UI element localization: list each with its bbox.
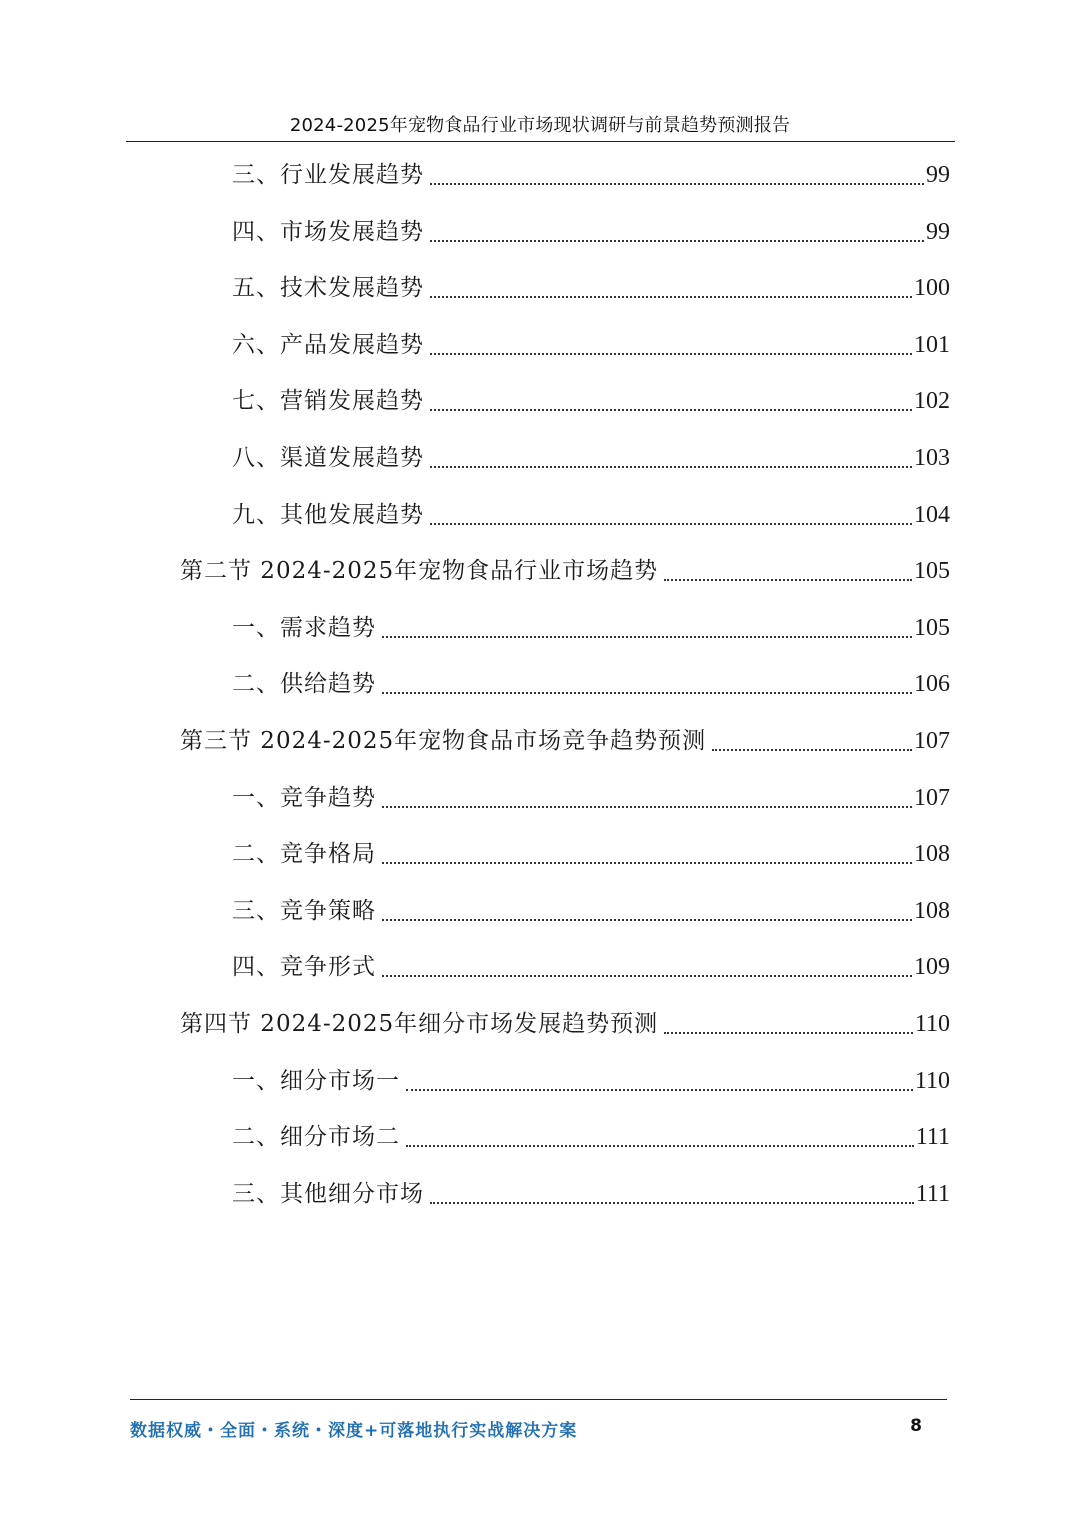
toc-dot-leader — [382, 666, 912, 694]
toc-dot-leader — [712, 723, 912, 751]
toc-dot-leader — [430, 440, 912, 468]
toc-entry[interactable] — [232, 324, 950, 360]
toc-entry[interactable] — [232, 211, 950, 247]
toc-entry-label: 四、市场发展趋势 — [232, 219, 424, 245]
toc-entry-page: 107 — [914, 728, 950, 754]
toc-entry-page: 111 — [915, 1181, 950, 1207]
toc-section-entry[interactable] — [180, 1003, 950, 1039]
toc-entry[interactable] — [232, 607, 950, 643]
toc-dot-leader — [430, 497, 912, 525]
toc-entry[interactable] — [232, 494, 950, 530]
toc-entry[interactable] — [232, 1116, 950, 1152]
toc-entry-page: 105 — [914, 615, 950, 641]
toc-entry-label: 一、细分市场一 — [232, 1068, 400, 1094]
toc-dot-leader — [664, 1006, 913, 1034]
toc-entry[interactable] — [232, 663, 950, 699]
toc-dot-leader — [382, 949, 912, 977]
toc-entry-page: 105 — [914, 558, 950, 584]
toc-dot-leader — [430, 383, 912, 411]
toc-entry-label: 七、营销发展趋势 — [232, 388, 424, 414]
toc-entry-label: 二、供给趋势 — [232, 671, 376, 697]
toc-dot-leader — [382, 836, 912, 864]
toc-dot-leader — [406, 1119, 914, 1147]
toc-entry[interactable] — [232, 267, 950, 303]
toc-entry-page: 106 — [914, 671, 950, 697]
toc-entry-page: 99 — [926, 219, 950, 245]
toc-entry[interactable] — [232, 380, 950, 416]
page-header-title: 2024-2025年宠物食品行业市场现状调研与前景趋势预测报告 — [289, 115, 791, 136]
toc-entry-page: 107 — [914, 785, 950, 811]
footer-page-number: 8 — [910, 1416, 922, 1436]
toc-entry-label: 三、行业发展趋势 — [232, 162, 424, 188]
toc-entry-page: 102 — [914, 388, 950, 414]
toc-entry-label: 六、产品发展趋势 — [232, 332, 424, 358]
toc-entry-page: 111 — [915, 1124, 950, 1150]
toc-entry-page: 108 — [914, 841, 950, 867]
toc-entry-label: 第三节 2024-2025年宠物食品市场竞争趋势预测 — [180, 728, 707, 754]
toc-entry-label: 二、细分市场二 — [232, 1124, 400, 1150]
toc-entry-label: 九、其他发展趋势 — [232, 502, 424, 528]
toc-entry-page: 99 — [926, 162, 950, 188]
toc-entry[interactable] — [232, 437, 950, 473]
toc-dot-leader — [406, 1063, 913, 1091]
toc-dot-leader — [664, 553, 912, 581]
toc-dot-leader — [430, 157, 924, 185]
toc-entry-label: 四、竞争形式 — [232, 954, 376, 980]
toc-entry[interactable] — [232, 1173, 950, 1209]
toc-dot-leader — [382, 610, 912, 638]
toc-entry-label: 一、竞争趋势 — [232, 785, 376, 811]
toc-entry-label: 八、渠道发展趋势 — [232, 445, 424, 471]
toc-dot-leader — [382, 893, 912, 921]
footer-divider — [130, 1399, 947, 1400]
toc-entry-label: 第二节 2024-2025年宠物食品行业市场趋势 — [180, 558, 659, 584]
toc-dot-leader — [430, 270, 912, 298]
toc-dot-leader — [430, 327, 912, 355]
footer-slogan: 数据权威・全面・系统・深度+可落地执行实战解决方案 — [130, 1421, 578, 1441]
toc-entry-label: 一、需求趋势 — [232, 615, 376, 641]
toc-entry[interactable] — [232, 946, 950, 982]
toc-entry[interactable] — [232, 890, 950, 926]
toc-dot-leader — [430, 214, 924, 242]
toc-dot-leader — [430, 1176, 914, 1204]
toc-entry-label: 五、技术发展趋势 — [232, 275, 424, 301]
toc-entry-page: 110 — [914, 1068, 950, 1094]
toc-entry[interactable] — [232, 777, 950, 813]
toc-entry-page: 104 — [914, 502, 950, 528]
toc-dot-leader — [382, 780, 912, 808]
toc-entry-label: 三、竞争策略 — [232, 898, 376, 924]
toc-entry-label: 三、其他细分市场 — [232, 1181, 424, 1207]
toc-entry-label: 二、竞争格局 — [232, 841, 376, 867]
toc-entry-page: 100 — [914, 275, 950, 301]
toc-entry-page: 108 — [914, 898, 950, 924]
toc-entry[interactable] — [232, 154, 950, 190]
toc-entry-page: 103 — [914, 445, 950, 471]
header-divider — [126, 141, 955, 142]
toc-section-entry[interactable] — [180, 550, 950, 586]
toc-section-entry[interactable] — [180, 720, 950, 756]
toc-entry-page: 109 — [914, 954, 950, 980]
toc-entry-page: 110 — [914, 1011, 950, 1037]
toc-entry[interactable] — [232, 833, 950, 869]
toc-entry-label: 第四节 2024-2025年细分市场发展趋势预测 — [180, 1011, 659, 1037]
toc-entry[interactable] — [232, 1060, 950, 1096]
toc-entry-page: 101 — [914, 332, 950, 358]
